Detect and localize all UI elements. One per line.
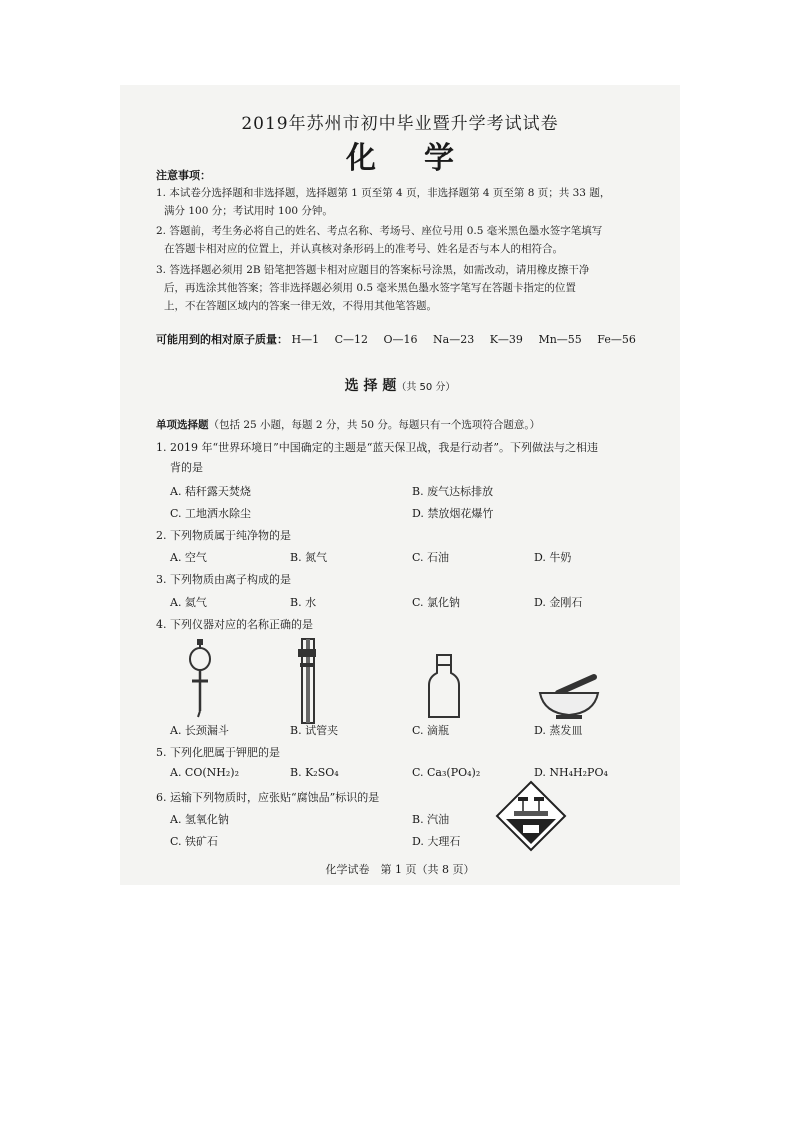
- option: C. 工地洒水除尘: [170, 507, 252, 520]
- option: D. 蒸发皿: [534, 724, 583, 737]
- option: A. 氢氧化钠: [170, 813, 229, 826]
- instructions: [156, 417, 540, 432]
- option: D. 牛奶: [534, 551, 572, 564]
- note-line: 2. 答题前，考生务必将自己的姓名、考点名称、考场号、座位号用 0.5 毫米黑色墨水签字笔填写: [156, 225, 603, 237]
- note-line: 上，不在答题区域内的答案一律无效，不得用其他笔答题。: [164, 300, 437, 312]
- question-stem: 1. 2019 年“世界环境日”中国确定的主题是“蓝天保卫战，我是行动者”。下列做法与之相违: [156, 441, 598, 454]
- question-stem: 4. 下列仪器对应的名称正确的是: [156, 618, 313, 631]
- atomic-mass-value: Fe—56: [597, 333, 636, 346]
- option: B. 试管夹: [290, 724, 339, 737]
- question-stem: 2. 下列物质属于纯净物的是: [156, 529, 291, 542]
- atomic-mass-label: 可能用到的相对原子质量：: [156, 333, 288, 346]
- atomic-mass-value: H—1: [291, 333, 320, 346]
- note-line: 在答题卡相对应的位置上，并认真核对条形码上的准考号、姓名是否与本人的相符合。: [164, 243, 563, 255]
- option: D. 大理石: [412, 835, 461, 848]
- exam-title: 2019年苏州市初中毕业暨升学考试试卷: [241, 114, 559, 134]
- option: C. 铁矿石: [170, 835, 219, 848]
- corrosive-hazard-icon: [496, 781, 566, 851]
- page-footer: 化学试卷 第 1 页（共 8 页）: [325, 863, 475, 876]
- atomic-mass-value: K—39: [489, 333, 523, 346]
- atomic-mass-line: [156, 331, 648, 347]
- option: C. Ca₃(PO₄)₂: [412, 766, 481, 779]
- option: A. 氦气: [170, 596, 207, 609]
- note-line: 3. 答选择题必须用 2B 铅笔把答题卡相对应题目的答案标号涂黑，如需改动，请用橡皮擦干净: [156, 264, 590, 276]
- option: C. 石油: [412, 551, 450, 564]
- option: A. CO(NH₂)₂: [170, 766, 239, 779]
- note-line: 满分 100 分；考试用时 100 分钟。: [164, 205, 333, 217]
- instructions-text: （包括 25 小题，每题 2 分，共 50 分。每题只有一个选项符合题意。）: [208, 419, 541, 431]
- option: B. 氮气: [290, 551, 328, 564]
- section-title-text: 选 择 题: [344, 378, 397, 394]
- atomic-mass-value: Mn—55: [538, 333, 582, 346]
- atomic-mass-value: Na—23: [433, 333, 475, 346]
- option: C. 滴瓶: [412, 724, 450, 737]
- section-score: （共 50 分）: [396, 382, 456, 393]
- option: A. 空气: [170, 551, 207, 564]
- question-stem: 6. 运输下列物质时，应张贴“腐蚀品”标识的是: [156, 791, 380, 804]
- note-line: 后，再选涂其他答案；答非选择题必须用 0.5 毫米黑色墨水签字笔写在答题卡指定的位置: [164, 282, 576, 294]
- exam-page: [120, 85, 680, 885]
- test-tube-holder-image: [296, 637, 320, 725]
- option: D. 金刚石: [534, 596, 583, 609]
- section-title: [120, 375, 680, 395]
- dropping-bottle-image: [426, 653, 462, 721]
- atomic-mass-value: C—12: [334, 333, 369, 346]
- atomic-mass-value: O—16: [383, 333, 418, 346]
- option: C. 氯化钠: [412, 596, 461, 609]
- option: A. 长颈漏斗: [170, 724, 229, 737]
- option: B. 水: [290, 596, 317, 609]
- option: B. 废气达标排放: [412, 485, 494, 498]
- question-stem: 5. 下列化肥属于钾肥的是: [156, 746, 280, 759]
- option: B. K₂SO₄: [290, 766, 339, 779]
- option: D. NH₄H₂PO₄: [534, 766, 608, 779]
- instructions-label: 单项选择题: [156, 419, 209, 431]
- question-stem: 3. 下列物质由离子构成的是: [156, 573, 291, 586]
- option: A. 秸秆露天焚烧: [170, 485, 251, 498]
- option: B. 汽油: [412, 813, 450, 826]
- subject-title: 化学: [346, 141, 502, 176]
- separatory-funnel-image: [182, 639, 218, 719]
- note-line: 1. 本试卷分选择题和非选择题，选择题第 1 页至第 4 页，非选择题第 4 页至第 8 页；共 33 题，: [156, 187, 611, 199]
- notes-heading: 注意事项：: [156, 169, 211, 182]
- option: D. 禁放烟花爆竹: [412, 507, 494, 520]
- mortar-image: [538, 675, 600, 721]
- question-stem: 背的是: [170, 461, 203, 474]
